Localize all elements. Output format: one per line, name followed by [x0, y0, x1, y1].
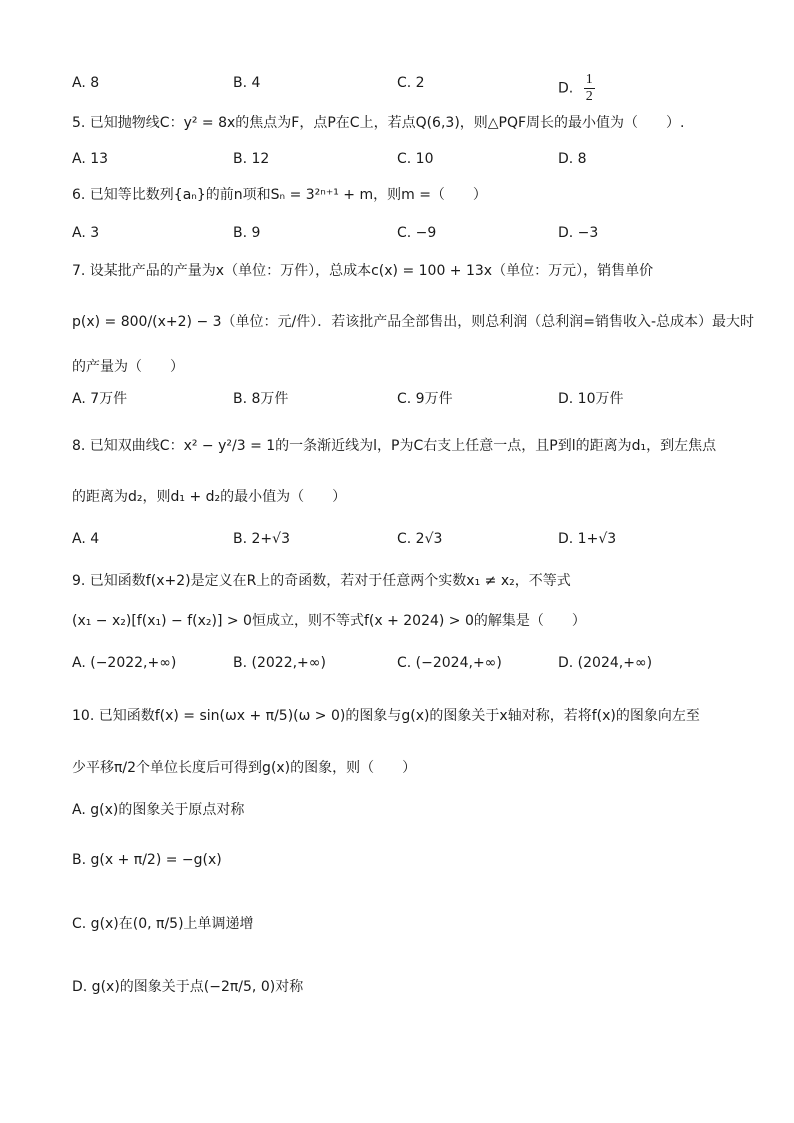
q4-option-c: C. 2 — [397, 75, 425, 91]
q8-stem-line1: 8. 已知双曲线C：x² − y²/3 = 1的一条渐近线为l，P为C右支上任意一点，且P到l的距离为d₁，到左焦点 — [72, 438, 717, 454]
q5-stem: 5. 已知抛物线C：y² = 8x的焦点为F，点P在C上，若点Q(6,3)，则△PQF周长的最小值为（ ）. — [72, 115, 685, 131]
q6-option-c: C. −9 — [397, 225, 437, 241]
q8-option-c: C. 2√3 — [397, 531, 443, 547]
q9-stem-line1: 9. 已知函数f(x+2)是定义在R上的奇函数，若对于任意两个实数x₁ ≠ x₂，不等式 — [72, 573, 571, 589]
q9-option-c: C. (−2024,+∞) — [397, 655, 502, 671]
q7-stem-line3: 的产量为（ ） — [72, 359, 184, 375]
q7-options — [72, 388, 724, 410]
q6-options — [72, 222, 724, 244]
q5-option-c: C. 10 — [397, 151, 434, 167]
q4-options — [72, 72, 724, 104]
q10-stem-line2: 少平移π/2个单位长度后可得到g(x)的图象，则（ ） — [72, 760, 417, 776]
q6-stem: 6. 已知等比数列{aₙ}的前n项和Sₙ = 3²ⁿ⁺¹ + m，则m =（ ） — [72, 187, 487, 203]
q9-option-a: A. (−2022,+∞) — [72, 655, 177, 671]
q7-stem-line2: p(x) = 800/(x+2) − 3（单位：元/件）．若该批产品全部售出，则总利润（总利润=销售收入-总成本）最大时 — [72, 314, 755, 330]
q7-option-b: B. 8万件 — [233, 391, 289, 407]
q8-option-b: B. 2+√3 — [233, 531, 290, 547]
q5-options — [72, 148, 724, 170]
q5-option-b: B. 12 — [233, 151, 270, 167]
q8-option-a: A. 4 — [72, 531, 100, 547]
q7-stem-line1: 7. 设某批产品的产量为x（单位：万件），总成本c(x) = 100 + 13x（单位：万元），销售单价 — [72, 263, 654, 279]
q5-option-a: A. 13 — [72, 151, 109, 167]
q7-option-a: A. 7万件 — [72, 391, 128, 407]
q8-option-d: D. 1+√3 — [558, 531, 617, 547]
q4-option-d: D. $\frac{1}{2}$ — [558, 72, 593, 104]
q6-option-d: D. −3 — [558, 225, 599, 241]
q6-option-b: B. 9 — [233, 225, 261, 241]
q8-stem-line2: 的距离为d₂，则d₁ + d₂的最小值为（ ） — [72, 489, 347, 505]
q6-option-a: A. 3 — [72, 225, 100, 241]
q4-option-b: B. 4 — [233, 75, 261, 91]
q10-option-d: D. g(x)的图象关于点(−2π/5, 0)对称 — [72, 979, 304, 995]
q5-option-d: D. 8 — [558, 151, 587, 167]
q10-option-a: A. g(x)的图象关于原点对称 — [72, 802, 245, 818]
q10-option-b: B. g(x + π/2) = −g(x) — [72, 852, 222, 868]
q9-option-b: B. (2022,+∞) — [233, 655, 326, 671]
q9-option-d: D. (2024,+∞) — [558, 655, 653, 671]
q9-options — [72, 652, 724, 674]
q8-options — [72, 528, 724, 550]
q9-stem-line2: (x₁ − x₂)[f(x₁) − f(x₂)] > 0恒成立，则不等式f(x + 2024) > 0的解集是（ ） — [72, 613, 586, 629]
q7-option-d: D. 10万件 — [558, 391, 624, 407]
q4-option-a: A. 8 — [72, 75, 100, 91]
q4-fraction-half: $\frac{1}{2}$ — [585, 72, 593, 104]
q10-stem-line1: 10. 已知函数f(x) = sin(ωx + π/5)(ω > 0)的图象与g(x)的图象关于x轴对称，若将f(x)的图象向左至 — [72, 708, 700, 724]
q7-option-c: C. 9万件 — [397, 391, 453, 407]
q10-option-c: C. g(x)在(0, π/5)上单调递增 — [72, 916, 254, 932]
